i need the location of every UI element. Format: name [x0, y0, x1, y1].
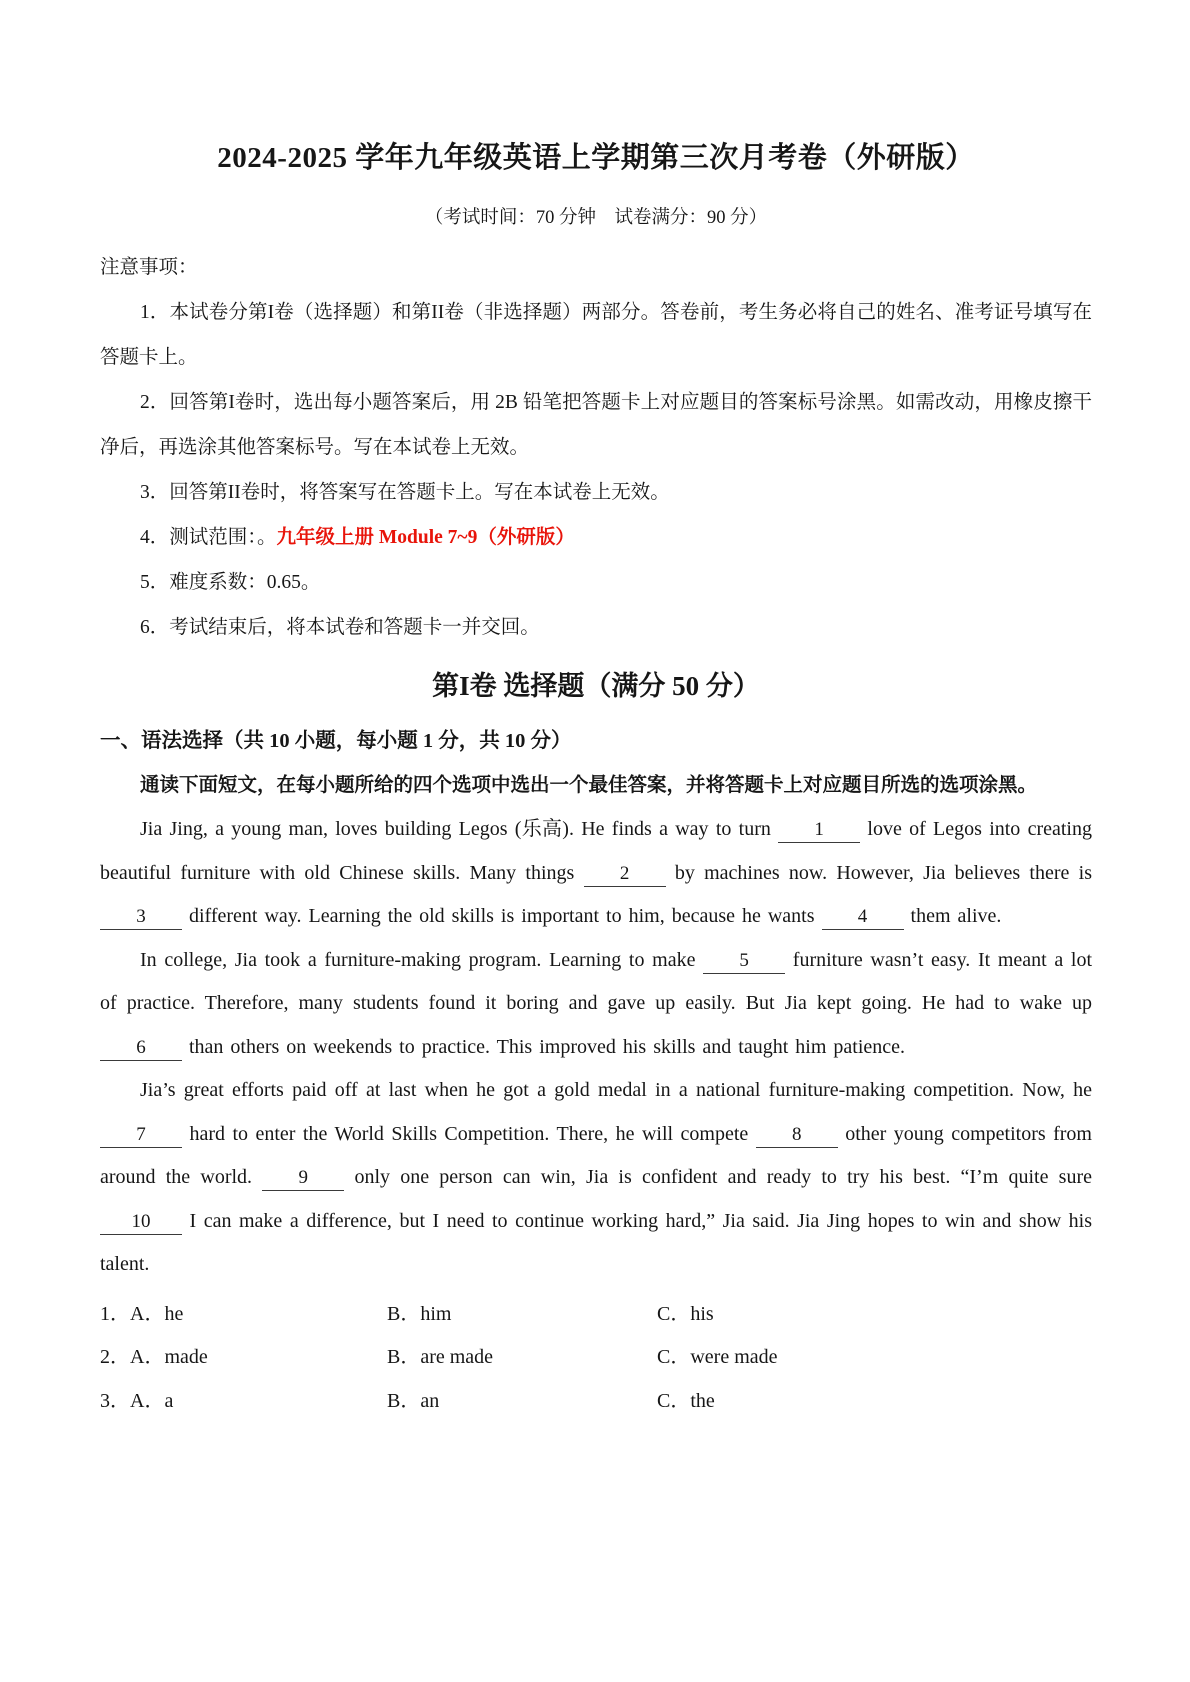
- option-1-A: 1．A．he: [100, 1302, 184, 1325]
- cloze-blank-6: 6: [100, 1035, 182, 1061]
- option-2-A: 2．A．made: [100, 1346, 208, 1368]
- part1-title: 第I卷 选择题（满分 50 分）: [432, 671, 760, 701]
- option-3-B: B．an: [387, 1389, 440, 1412]
- test-scope-highlight: 九年级上册 Module 7~9（外研版）: [276, 527, 575, 548]
- cloze-blank-7: 7: [100, 1122, 182, 1148]
- option-row-1: [100, 1293, 1092, 1337]
- option-2-B: B．are made: [387, 1346, 494, 1368]
- notice-item-4-prefix: 4．测试范围：。: [140, 527, 277, 548]
- option-1-B: B．him: [387, 1302, 452, 1325]
- option-3-A: 3．A．a: [100, 1389, 174, 1412]
- exam-title: 2024-2025 学年九年级英语上学期第三次月考卷（外研版）: [217, 142, 975, 174]
- cloze-blank-2: 2: [584, 861, 666, 887]
- cloze-paragraph-1: Jia Jing, a young man, loves building Legos (乐高). He finds a way to turn 1 love of Legos into creating beautiful furniture with old Chinese skills. Many things 2 by machines now. However, Jia believes there is 3 different way. Learning the old skills is important to him, because he wants 4 them alive.: [100, 808, 1092, 939]
- cloze-blank-9: 9: [262, 1165, 344, 1191]
- option-3-C: C．the: [657, 1389, 715, 1412]
- option-2-C: C．were made: [657, 1346, 778, 1368]
- cloze-blank-4: 4: [822, 904, 904, 930]
- cloze-blank-3: 3: [100, 904, 182, 930]
- grammar-instruction: 通读下面短文，在每小题所给的四个选项中选出一个最佳答案，并将答题卡上对应题目所选的选项涂黑。: [140, 775, 1038, 796]
- notice-item-1: 1．本试卷分第I卷（选择题）和第II卷（非选择题）两部分。答卷前，考生务必将自己的姓名、准考证号填写在答题卡上。: [100, 302, 1092, 368]
- option-row-3: [100, 1380, 1092, 1424]
- grammar-section-heading: 一、语法选择（共 10 小题，每小题 1 分，共 10 分）: [100, 730, 572, 752]
- notice-heading: 注意事项：: [100, 257, 198, 278]
- option-1-C: C．his: [657, 1302, 714, 1325]
- cloze-blank-5: 5: [703, 948, 785, 974]
- notice-item-6: 6．考试结束后，将本试卷和答题卡一并交回。: [140, 617, 540, 638]
- exam-subtitle: （考试时间：70 分钟 试卷满分：90 分）: [424, 208, 768, 228]
- notice-item-2: 2．回答第I卷时，选出每小题答案后，用 2B 铅笔把答题卡上对应题目的答案标号涂黑。如需改动，用橡皮擦干净后，再选涂其他答案标号。写在本试卷上无效。: [100, 392, 1092, 458]
- cloze-blank-10: 10: [100, 1209, 182, 1235]
- notice-item-3: 3．回答第II卷时，将答案写在答题卡上。写在本试卷上无效。: [140, 482, 670, 503]
- cloze-paragraph-2: In college, Jia took a furniture-making program. Learning to make 5 furniture wasn’t easy. It meant a lot of practice. Therefore, many students found it boring and gave up easily. But Jia kept going. He had to wake up 6 than others on weekends to practice. This improved his skills and taught him patience.: [100, 939, 1092, 1070]
- notice-item-5: 5．难度系数：0.65。: [140, 572, 321, 593]
- notice-item-4: [100, 515, 1092, 560]
- cloze-blank-1: 1: [778, 817, 860, 843]
- cloze-blank-8: 8: [756, 1122, 838, 1148]
- cloze-paragraph-3: Jia’s great efforts paid off at last when he got a gold medal in a national furniture-making competition. Now, he 7 hard to enter the World Skills Competition. There, he will compete 8 other young competitors from around the world. 9 only one person can win, Jia is confident and ready to try his best. “I’m quite sure 10 I can make a difference, but I need to continue working hard,” Jia said. Jia Jing hopes to win and show his talent.: [100, 1079, 1092, 1275]
- grammar-options: [100, 1293, 1092, 1424]
- option-row-2: [100, 1336, 1092, 1380]
